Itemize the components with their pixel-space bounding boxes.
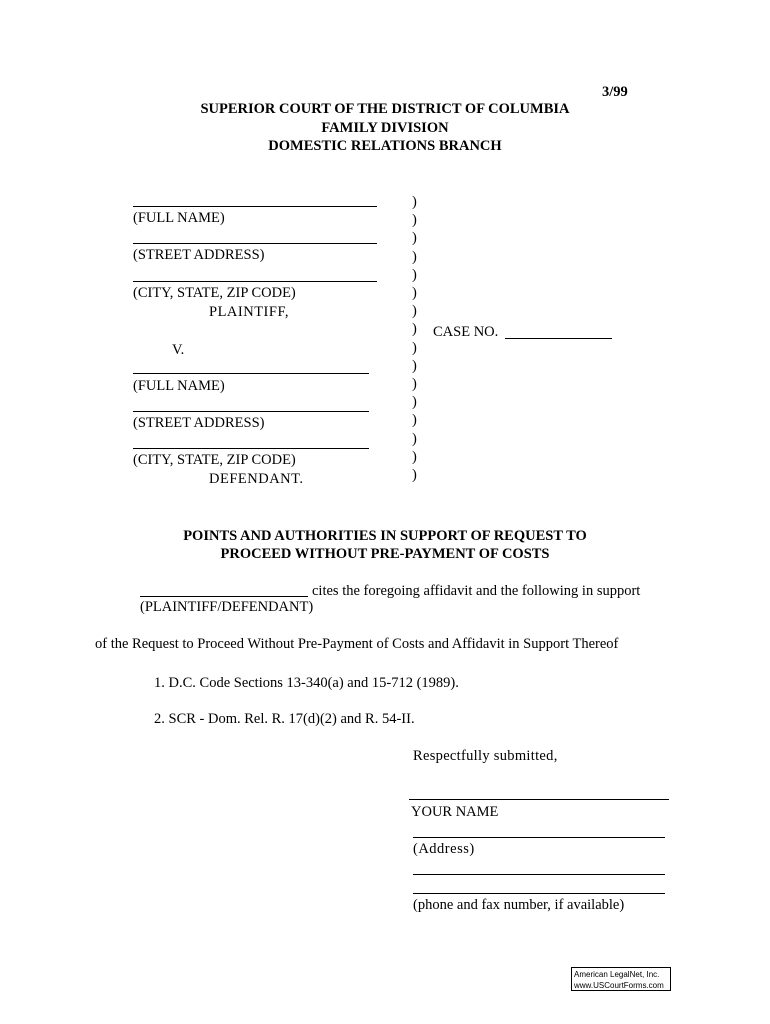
- plaintiff-city-label: (CITY, STATE, ZIP CODE): [133, 285, 296, 301]
- address-line-2[interactable]: [413, 874, 665, 875]
- caption-paren: ): [412, 357, 417, 374]
- phone-line[interactable]: [413, 893, 665, 894]
- defendant-street-label: (STREET ADDRESS): [133, 415, 265, 431]
- defendant-name-line[interactable]: [133, 373, 369, 374]
- your-name-label: YOUR NAME: [411, 804, 499, 820]
- publisher-url: www.USCourtForms.com: [574, 981, 664, 990]
- court-name: SUPERIOR COURT OF THE DISTRICT OF COLUMBIA: [200, 101, 570, 117]
- address-line[interactable]: [413, 837, 665, 838]
- caption-paren: ): [412, 394, 417, 411]
- of-request-text: of the Request to Proceed Without Pre-Payment of Costs and Affidavit in Support Thereof: [95, 636, 619, 652]
- caption-paren: ): [412, 339, 417, 356]
- plaintiff-name-label: (FULL NAME): [133, 210, 225, 226]
- caption-paren: ): [412, 285, 417, 302]
- caption-paren: ): [412, 248, 417, 265]
- cites-text: cites the foregoing affidavit and the following in support: [312, 583, 641, 599]
- document-title-line1: POINTS AND AUTHORITIES IN SUPPORT OF REQUEST TO: [183, 528, 587, 544]
- caption-paren: ): [412, 412, 417, 429]
- plaintiff-city-line[interactable]: [133, 281, 377, 282]
- authority-item-2: 2. SCR - Dom. Rel. R. 17(d)(2) and R. 54-II.: [154, 711, 415, 727]
- authority-item-1: 1. D.C. Code Sections 13-340(a) and 15-712 (1989).: [154, 675, 459, 691]
- caption-paren: ): [412, 303, 417, 320]
- case-no-label: CASE NO.: [433, 324, 499, 340]
- phone-label: (phone and fax number, if available): [413, 897, 625, 913]
- plaintiff-role: PLAINTIFF,: [209, 304, 289, 320]
- court-division: FAMILY DIVISION: [321, 120, 449, 136]
- caption-paren: ): [412, 467, 417, 484]
- publisher-name: American LegalNet, Inc.: [574, 970, 660, 979]
- caption-paren: ): [412, 266, 417, 283]
- caption-paren: ): [412, 321, 417, 338]
- caption-paren: ): [412, 212, 417, 229]
- caption-paren: ): [412, 448, 417, 465]
- respectfully-submitted: Respectfully submitted,: [413, 748, 558, 764]
- publisher-stamp: [571, 967, 671, 991]
- defendant-street-line[interactable]: [133, 411, 369, 412]
- versus: V.: [172, 342, 185, 358]
- defendant-city-label: (CITY, STATE, ZIP CODE): [133, 452, 296, 468]
- party-label: (PLAINTIFF/DEFENDANT): [140, 599, 314, 615]
- case-no-field[interactable]: [505, 338, 612, 339]
- caption-parens: [412, 193, 417, 484]
- plaintiff-street-label: (STREET ADDRESS): [133, 247, 265, 263]
- court-branch: DOMESTIC RELATIONS BRANCH: [268, 138, 502, 154]
- document-title-line2: PROCEED WITHOUT PRE-PAYMENT OF COSTS: [220, 546, 550, 562]
- party-field[interactable]: [140, 596, 308, 597]
- defendant-name-label: (FULL NAME): [133, 378, 225, 394]
- plaintiff-street-line[interactable]: [133, 243, 377, 244]
- caption-paren: ): [412, 430, 417, 447]
- form-code: 3/99: [602, 84, 628, 100]
- plaintiff-name-line[interactable]: [133, 206, 377, 207]
- address-label: (Address): [413, 841, 475, 857]
- signature-line[interactable]: [409, 799, 669, 800]
- caption-paren: ): [412, 194, 417, 210]
- caption-paren: ): [412, 230, 417, 247]
- defendant-city-line[interactable]: [133, 448, 369, 449]
- caption-paren: ): [412, 376, 417, 393]
- defendant-role: DEFENDANT.: [209, 471, 304, 487]
